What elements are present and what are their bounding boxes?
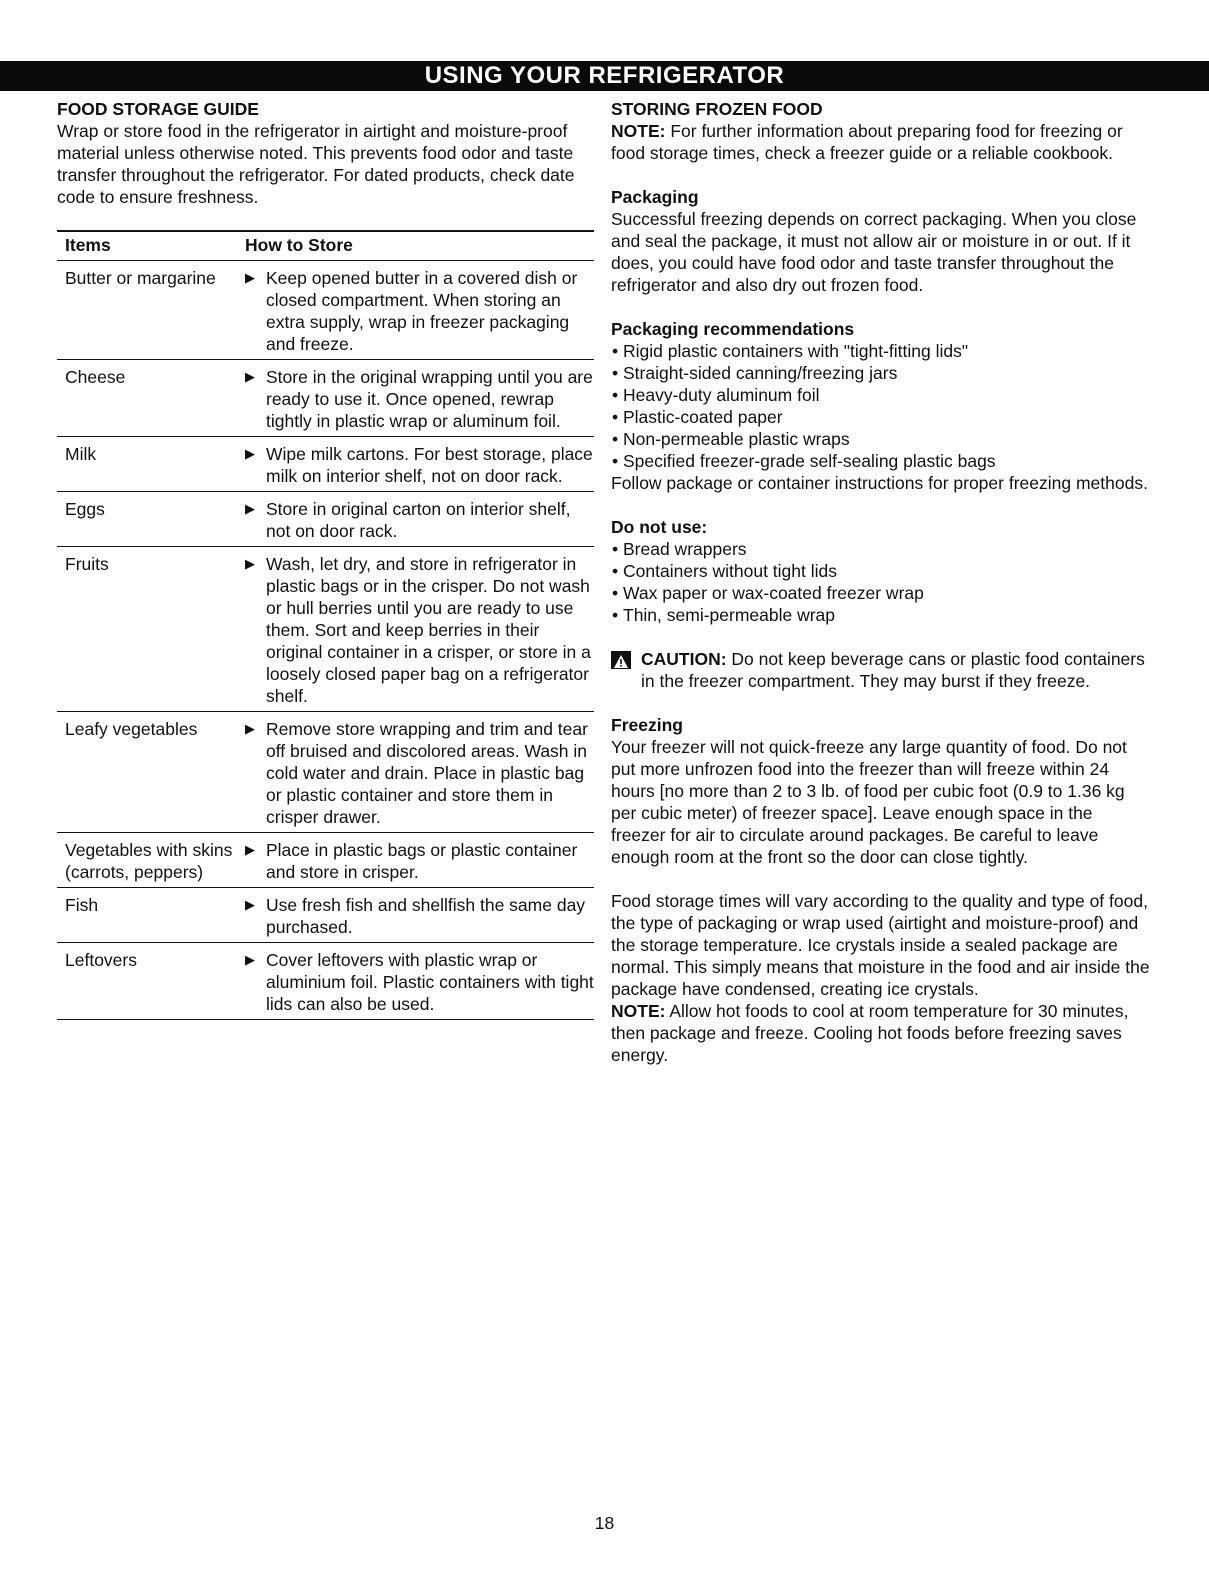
right-column: [611, 98, 1151, 1066]
packaging-heading: Packaging: [611, 187, 699, 207]
caution-text: Do not keep beverage cans or plastic food containers in the freezer compartment. They may burst if they freeze.: [641, 649, 1145, 691]
right-triangle-arrow-icon: ▶: [245, 897, 255, 912]
banner-title: USING YOUR REFRIGERATOR: [424, 62, 785, 89]
table-row: [57, 943, 594, 1020]
food-storage-guide-intro: Wrap or store food in the refrigerator in airtight and moisture-proof material unless otherwise noted. This prevents food odor and taste transfer throughout the refrigerator. For dated products, check date code to ensure freshness.: [57, 121, 575, 207]
note-label: NOTE:: [611, 121, 666, 141]
right-triangle-arrow-icon: ▶: [245, 501, 255, 516]
item-cell: Fish: [57, 888, 237, 943]
list-item: • Plastic-coated paper: [611, 406, 1151, 428]
how-to-store-cell: [237, 712, 594, 833]
how-to-store-cell: [237, 943, 594, 1020]
list-item: • Specified freezer-grade self-sealing plastic bags: [611, 450, 1151, 472]
how-to-store-cell: [237, 833, 594, 888]
item-cell: Butter or margarine: [57, 261, 237, 360]
how-to-store-text: Wipe milk cartons. For best storage, place milk on interior shelf, not on door rack.: [266, 444, 593, 486]
table-row: [57, 712, 594, 833]
table-row: [57, 833, 594, 888]
caution-notice: [611, 648, 1151, 692]
items-column-header: Items: [57, 231, 237, 261]
list-item: • Non-permeable plastic wraps: [611, 428, 1151, 450]
food-storage-guide-heading: FOOD STORAGE GUIDE: [57, 99, 259, 119]
table-row: [57, 437, 594, 492]
do-not-use-heading: Do not use:: [611, 517, 708, 537]
caution-label: CAUTION:: [641, 649, 727, 669]
item-cell: Eggs: [57, 492, 237, 547]
freezer-guide-note: [611, 120, 1151, 164]
how-to-store-cell: [237, 492, 594, 547]
how-to-store-cell: [237, 261, 594, 360]
storage-times-text: Food storage times will vary according to the quality and type of food, the type of packaging or wrap used (airtight and moisture-proof) and the storage temperature. Ice crystals inside a sealed package are normal. This simply means that moisture in the food and air inside the package have condensed, creating ice crystals.: [611, 891, 1150, 999]
table-row: [57, 888, 594, 943]
how-to-store-column-header: How to Store: [237, 231, 594, 261]
page-banner: [0, 61, 1209, 91]
page-number: 18: [594, 1513, 615, 1533]
list-item: • Wax paper or wax-coated freezer wrap: [611, 582, 1151, 604]
how-to-store-cell: [237, 888, 594, 943]
right-triangle-arrow-icon: ▶: [245, 369, 255, 384]
note-text: For further information about preparing food for freezing or food storage times, check a freezer guide or a reliable cookbook.: [611, 121, 1123, 163]
right-triangle-arrow-icon: ▶: [245, 556, 255, 571]
right-triangle-arrow-icon: ▶: [245, 952, 255, 967]
table-row: [57, 547, 594, 712]
cooling-note: [611, 1000, 1151, 1066]
packaging-recommendations-list: [611, 340, 1151, 472]
right-triangle-arrow-icon: ▶: [245, 270, 255, 285]
warning-triangle-icon: [611, 651, 631, 669]
how-to-store-text: Use fresh fish and shellfish the same day purchased.: [266, 895, 586, 937]
note-label: NOTE:: [611, 1001, 666, 1021]
item-cell: Fruits: [57, 547, 237, 712]
left-column: [57, 98, 594, 1020]
list-item: • Thin, semi-permeable wrap: [611, 604, 1151, 626]
how-to-store-text: Keep opened butter in a covered dish or closed compartment. When storing an extra supply, wrap in freezer packaging and freeze.: [266, 268, 578, 354]
how-to-store-text: Remove store wrapping and trim and tear off bruised and discolored areas. Wash in cold water and drain. Place in plastic bag or plastic container and store them in crisper drawer.: [266, 719, 588, 827]
how-to-store-cell: [237, 437, 594, 492]
how-to-store-text: Store in original carton on interior shelf, not on door rack.: [266, 499, 571, 541]
packaging-recommendations-heading: Packaging recommendations: [611, 319, 855, 339]
food-storage-table-body: [57, 261, 594, 1020]
item-cell: Leafy vegetables: [57, 712, 237, 833]
recommendations-follow-text: Follow package or container instructions for proper freezing methods.: [611, 473, 1148, 493]
list-item: • Straight-sided canning/freezing jars: [611, 362, 1151, 384]
item-cell: Vegetables with skins (carrots, peppers): [57, 833, 237, 888]
list-item: • Containers without tight lids: [611, 560, 1151, 582]
table-row: [57, 261, 594, 360]
list-item: • Heavy-duty aluminum foil: [611, 384, 1151, 406]
how-to-store-text: Place in plastic bags or plastic container and store in crisper.: [266, 840, 578, 882]
item-cell: Milk: [57, 437, 237, 492]
right-triangle-arrow-icon: ▶: [245, 446, 255, 461]
packaging-text: Successful freezing depends on correct packaging. When you close and seal the package, it must not allow air or moisture in or out. If it does, you could have food odor and taste transfer throughout the refrigerator and also dry out frozen food.: [611, 209, 1137, 295]
how-to-store-text: Wash, let dry, and store in refrigerator in plastic bags or in the crisper. Do not wash or hull berries until you are ready to use them. Sort and keep berries in their original container in a crisper, or store in a loosely closed paper bag on a refrigerator shelf.: [266, 554, 591, 706]
how-to-store-cell: [237, 547, 594, 712]
storing-frozen-food-heading: STORING FROZEN FOOD: [611, 99, 823, 119]
right-triangle-arrow-icon: ▶: [245, 842, 255, 857]
how-to-store-text: Cover leftovers with plastic wrap or aluminium foil. Plastic containers with tight lids can also be used.: [266, 950, 594, 1014]
item-cell: Leftovers: [57, 943, 237, 1020]
table-row: [57, 360, 594, 437]
freezing-text: Your freezer will not quick-freeze any large quantity of food. Do not put more unfrozen food into the freezer than will freeze within 24 hours [no more than 2 to 3 lb. of food per cubic foot (0.9 to 1.36 kg per cubic meter) of freezer space]. Leave enough space in the freezer for air to circulate around packages. Be careful to leave enough room at the front so the door can close tightly.: [611, 737, 1127, 867]
list-item: • Bread wrappers: [611, 538, 1151, 560]
table-header-row: [57, 231, 594, 261]
freezing-heading: Freezing: [611, 715, 683, 735]
food-storage-table: [57, 230, 594, 1020]
list-item: • Rigid plastic containers with "tight-fitting lids": [611, 340, 1151, 362]
do-not-use-list: [611, 538, 1151, 626]
how-to-store-text: Store in the original wrapping until you are ready to use it. Once opened, rewrap tightly in plastic wrap or aluminum foil.: [266, 367, 593, 431]
how-to-store-cell: [237, 360, 594, 437]
item-cell: Cheese: [57, 360, 237, 437]
right-triangle-arrow-icon: ▶: [245, 721, 255, 736]
table-row: [57, 492, 594, 547]
note-text: Allow hot foods to cool at room temperature for 30 minutes, then package and freeze. Cooling hot foods before freezing saves energy.: [611, 1001, 1129, 1065]
